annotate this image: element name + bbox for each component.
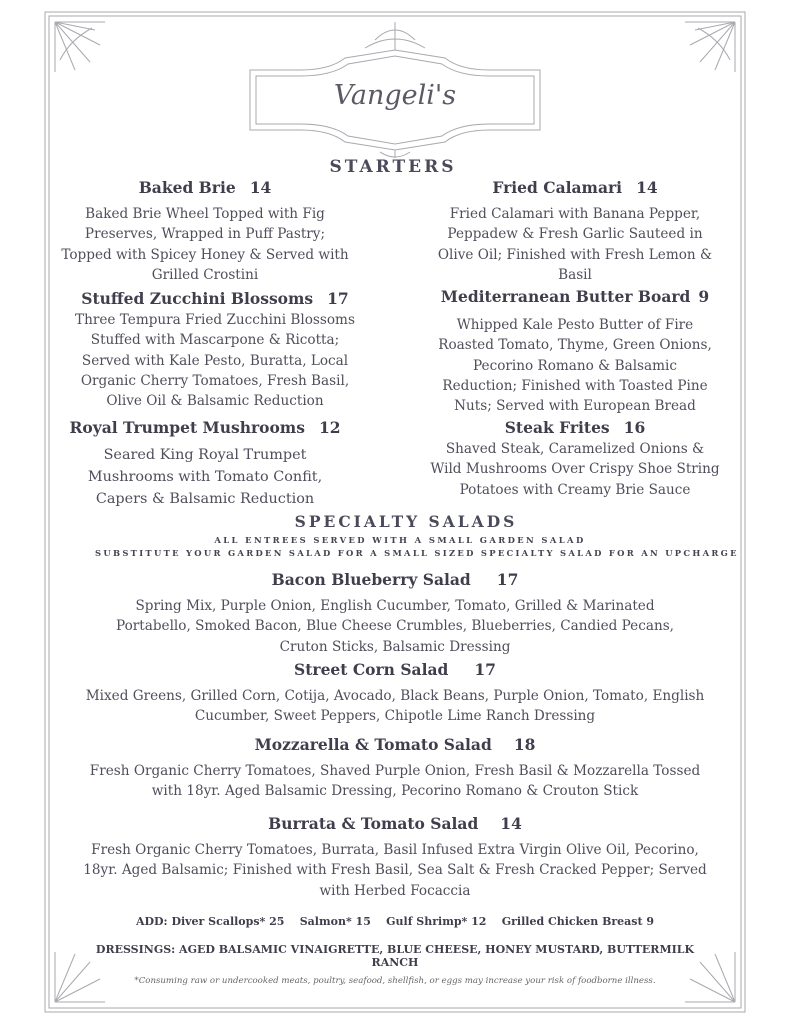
- salad-item: [70, 814, 720, 901]
- item-title: Mozzarella & Tomato Salad 18: [254, 735, 536, 754]
- starter-item: [60, 418, 350, 510]
- item-description: Fresh Organic Cherry Tomatoes, Shaved Purple Onion, Fresh Basil & Mozzarella Tossed with 18yr. Aged Balsamic Dressing, Pecorino Romano & Crouton Stick: [89, 763, 701, 800]
- item-title: Burrata & Tomato Salad 14: [268, 814, 522, 833]
- starters-heading: STARTERS: [329, 157, 457, 177]
- salads-note: ALL ENTREES SERVED WITH A SMALL GARDEN SALAD: [214, 535, 586, 545]
- item-description: Baked Brie Wheel Topped with Fig Preserves, Wrapped in Puff Pastry; Topped with Spicey Honey & Served with Grilled Crostini: [61, 206, 349, 283]
- item-description: Spring Mix, Purple Onion, English Cucumber, Tomato, Grilled & Marinated Portabello, Smoked Bacon, Blue Cheese Crumbles, Blueberries, Candied Pecans, Cruton Sticks, Balsamic Dressing: [115, 598, 674, 655]
- logo: [300, 80, 490, 111]
- salads-heading: SPECIALTY SALADS: [294, 512, 518, 531]
- item-description: Whipped Kale Pesto Butter of Fire Roasted Tomato, Thyme, Green Onions, Pecorino Romano & Balsamic Reduction; Finished with Toasted Pine Nuts; Served with European Bread: [438, 317, 712, 415]
- item-description: Fried Calamari with Banana Pepper, Peppadew & Fresh Garlic Sauteed in Olive Oil; Finished with Fresh Lemon & Basil: [437, 206, 713, 283]
- item-description: Three Tempura Fried Zucchini Blossoms Stuffed with Mascarpone & Ricotta; Served with Kale Pesto, Buratta, Local Organic Cherry Tomatoes, Fresh Basil, Olive Oil & Balsamic Reduction: [75, 312, 355, 410]
- food-safety-disclaimer: *Consuming raw or undercooked meats, poultry, seafood, shellfish, or eggs may increase your risk of foodborne illness.: [134, 976, 656, 986]
- item-title: Bacon Blueberry Salad 17: [271, 570, 519, 589]
- item-title: Baked Brie 14: [138, 178, 272, 197]
- item-title: Mediterranean Butter Board 9: [440, 287, 710, 306]
- item-description: Seared King Royal Trumpet Mushrooms with Tomato Confit, Capers & Balsamic Reduction: [87, 447, 323, 507]
- starter-item: [425, 178, 725, 285]
- salad-item: [70, 570, 720, 657]
- salads-note: SUBSTITUTE YOUR GARDEN SALAD FOR A SMALL SIZED SPECIALTY SALAD FOR AN UPCHARGE: [95, 548, 739, 558]
- add-ons: ADD: Diver Scallops* 25 Salmon* 15 Gulf Shrimp* 12 Grilled Chicken Breast 9: [135, 915, 655, 928]
- item-title: Steak Frites 16: [504, 418, 646, 437]
- item-title: Stuffed Zucchini Blossoms 17: [81, 289, 349, 308]
- starter-item: [425, 287, 725, 416]
- starter-item: [425, 418, 725, 500]
- starter-item: [60, 289, 370, 411]
- item-description: Fresh Organic Cherry Tomatoes, Burrata, Basil Infused Extra Virgin Olive Oil, Pecorino, 18yr. Aged Balsamic; Finished with Fresh Basil, Sea Salt & Fresh Cracked Pepper; Served with Herbed Focaccia: [83, 842, 707, 899]
- corner-ornament-top-left: [55, 22, 105, 72]
- item-description: Mixed Greens, Grilled Corn, Cotija, Avocado, Black Beans, Purple Onion, Tomato, English Cucumber, Sweet Peppers, Chipotle Lime Ranch Dressing: [85, 688, 705, 725]
- starter-item: [60, 178, 350, 285]
- item-description: Shaved Steak, Caramelized Onions & Wild Mushrooms Over Crispy Shoe String Potatoes with Creamy Brie Sauce: [430, 441, 720, 498]
- item-title: Street Corn Salad 17: [294, 660, 496, 679]
- corner-ornament-top-right: [685, 22, 735, 72]
- logo-text: Vangeli's: [333, 80, 457, 111]
- dressings: DRESSINGS: AGED BALSAMIC VINAIGRETTE, BLUE CHEESE, HONEY MUSTARD, BUTTERMILK RANCH: [95, 943, 695, 969]
- item-title: Royal Trumpet Mushrooms 12: [69, 418, 341, 437]
- salad-item: [70, 660, 720, 727]
- item-title: Fried Calamari 14: [492, 178, 658, 197]
- salad-item: [70, 735, 720, 802]
